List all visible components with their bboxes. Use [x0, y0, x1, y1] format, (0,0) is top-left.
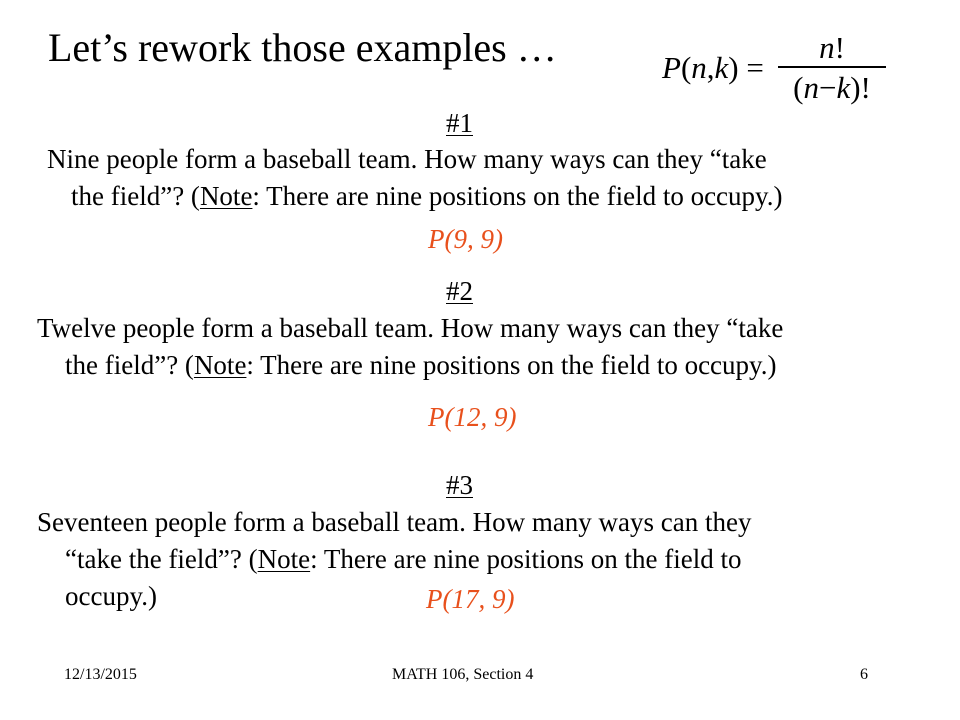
problem-1-answer: P(9, 9): [428, 224, 503, 254]
problem-3-number: #3: [446, 470, 473, 500]
problem-2-number: #2: [446, 276, 473, 306]
slide-title: Let’s rework those examples …: [48, 25, 557, 70]
footer-date: 12/13/2015: [64, 666, 137, 683]
problem-2-answer: P(12, 9): [428, 402, 517, 432]
footer-page-number: 6: [860, 666, 868, 683]
formula-numerator: n!: [819, 30, 845, 65]
problem-3-text: Seventeen people form a baseball team. How many ways can they “take the field”? (Note: There are nine positions on the field to occupy.): [37, 507, 752, 611]
formula-fraction: [778, 30, 886, 108]
problem-2-text: Twelve people form a baseball team. How many ways can they “take the field”? (Note: There are nine positions on the field to occupy.): [37, 313, 784, 380]
formula-lhs: P(n,k) =: [662, 50, 764, 85]
problem-1-number: #1: [446, 108, 473, 138]
problem-3-answer: P(17, 9): [426, 584, 515, 614]
footer-course: MATH 106, Section 4: [392, 666, 534, 683]
formula-denominator: (n−k)!: [793, 70, 871, 105]
problem-1-text: Nine people form a baseball team. How many ways can they “take the field”? (Note: There are nine positions on the field to occupy.): [47, 144, 783, 211]
